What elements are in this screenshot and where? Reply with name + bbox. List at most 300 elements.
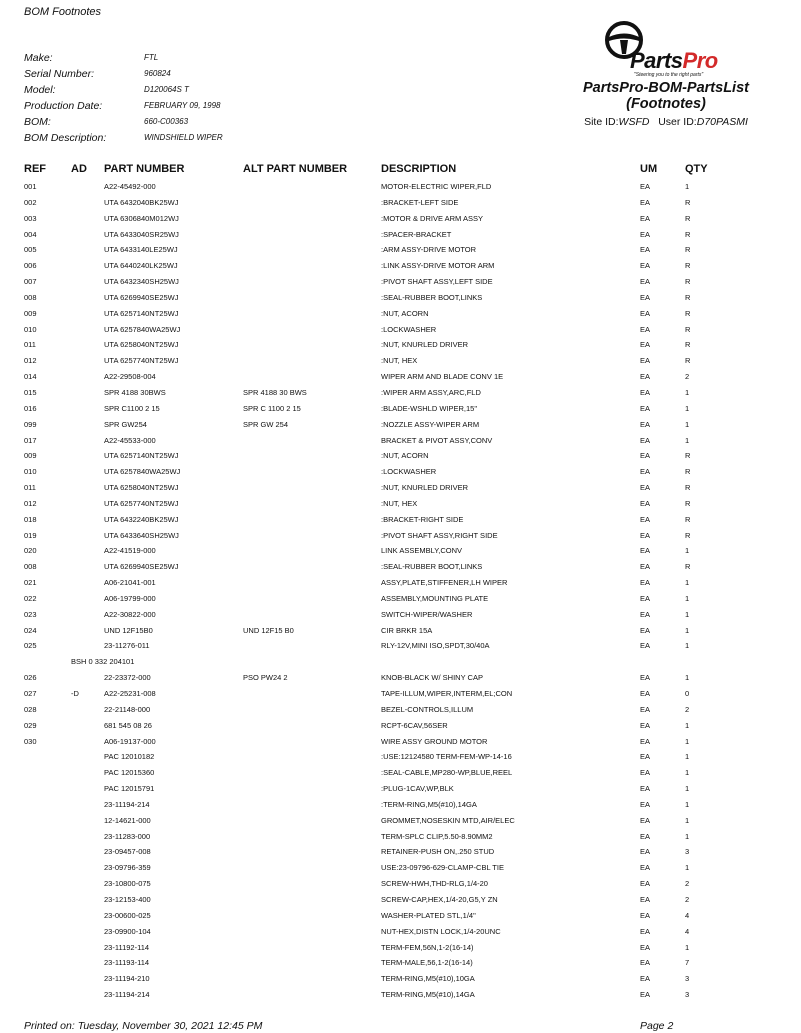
cell-um: EA xyxy=(640,292,651,302)
table-row xyxy=(0,544,801,560)
cell-qty: 2 xyxy=(685,879,690,889)
column-header-alt-part-number: ALT PART NUMBER xyxy=(243,163,348,175)
cell-part-number: SPR 4188 30BWS xyxy=(104,387,166,397)
cell-description: :PIVOT SHAFT ASSY,LEFT SIDE xyxy=(381,277,493,287)
cell-um: EA xyxy=(640,277,651,287)
cell-description: :TERM-RING,M5(#10),14GA xyxy=(381,799,477,809)
cell-um: EA xyxy=(640,894,651,904)
cell-qty: R xyxy=(685,197,691,207)
cell-um: EA xyxy=(640,720,651,730)
meta-label: BOM: xyxy=(24,116,51,128)
cell-qty: R xyxy=(685,277,691,287)
table-row xyxy=(0,877,801,893)
cell-part-number: UTA 6257840WA25WJ xyxy=(104,324,181,334)
meta-value: FTL xyxy=(144,53,159,62)
cell-description: :NUT, KNURLED DRIVER xyxy=(381,483,469,493)
cell-qty: R xyxy=(685,467,691,477)
cell-qty: 1 xyxy=(685,546,690,556)
cell-um: EA xyxy=(640,387,651,397)
table-row xyxy=(0,624,801,640)
cell-part-number: UTA 6257840WA25WJ xyxy=(104,467,181,477)
cell-qty: 1 xyxy=(685,435,690,445)
cell-um: EA xyxy=(640,245,651,255)
cell-um: EA xyxy=(640,926,651,936)
cell-description: TERM-RING,M5(#10),10GA xyxy=(381,974,475,984)
table-row xyxy=(0,655,801,671)
column-header-part-number: PART NUMBER xyxy=(104,163,185,175)
partspro-logo xyxy=(604,20,744,80)
cell-description: :SEAL-RUBBER BOOT,LINKS xyxy=(381,292,483,302)
cell-um: EA xyxy=(640,609,651,619)
cell-qty: 1 xyxy=(685,720,690,730)
cell-part-number: 23-11193-114 xyxy=(104,958,150,968)
cell-part-number: 23-11194-214 xyxy=(104,990,150,1000)
cell-qty: 2 xyxy=(685,894,690,904)
cell-part-number: 23-09900-104 xyxy=(104,926,151,936)
table-row xyxy=(0,560,801,576)
cell-part-number: PAC 12015791 xyxy=(104,784,155,794)
cell-part-number: A06-19137-000 xyxy=(104,736,156,746)
printed-on: Printed on: Tuesday, November 30, 2021 12:45 PM xyxy=(24,1020,263,1032)
cell-description: TERM-FEM,56N,1-2(16-14) xyxy=(381,942,474,952)
cell-ref: 026 xyxy=(24,673,37,683)
cell-description: ASSEMBLY,MOUNTING PLATE xyxy=(381,593,489,603)
cell-qty: 2 xyxy=(685,704,690,714)
cell-description: :NUT, HEX xyxy=(381,498,418,508)
site-label: Site ID: xyxy=(584,116,619,128)
cell-description: RETAINER-PUSH ON,.250 STUD xyxy=(381,847,495,857)
cell-ref: 004 xyxy=(24,229,37,239)
cell-description: KNOB-BLACK W/ SHINY CAP xyxy=(381,673,483,683)
cell-ref: 012 xyxy=(24,498,37,508)
cell-description: :WIPER ARM ASSY,ARC,FLD xyxy=(381,387,481,397)
cell-ref: 024 xyxy=(24,625,37,635)
cell-um: EA xyxy=(640,799,651,809)
cell-um: EA xyxy=(640,847,651,857)
cell-um: EA xyxy=(640,403,651,413)
cell-ref: 010 xyxy=(24,324,37,334)
cell-qty: 1 xyxy=(685,578,690,588)
cell-qty: 4 xyxy=(685,926,690,936)
cell-description: CIR BRKR 15A xyxy=(381,625,433,635)
cell-qty: R xyxy=(685,562,691,572)
cell-ref: 025 xyxy=(24,641,37,651)
table-row xyxy=(0,703,801,719)
table-row xyxy=(0,750,801,766)
page-number: Page 2 xyxy=(640,1020,674,1032)
table-row xyxy=(0,576,801,592)
cell-ad: -D xyxy=(71,689,79,698)
cell-description: TERM-SPLC CLIP,5.50-8.90MM2 xyxy=(381,831,493,841)
cell-um: EA xyxy=(640,261,651,271)
cell-qty: 3 xyxy=(685,990,690,1000)
cell-part-number: A06-21041-001 xyxy=(104,578,156,588)
cell-ref: 011 xyxy=(24,483,36,493)
cell-description: RLY-12V,MINI ISO,SPDT,30/40A xyxy=(381,641,490,651)
table-row xyxy=(0,513,801,529)
meta-value: WINDSHIELD WIPER xyxy=(144,133,223,142)
cell-description: :SEAL-CABLE,MP280-WP,BLUE,REEL xyxy=(381,768,513,778)
cell-qty: R xyxy=(685,340,691,350)
cell-qty: 3 xyxy=(685,847,690,857)
cell-description: WASHER-PLATED STL,1/4" xyxy=(381,910,476,920)
cell-qty: 1 xyxy=(685,768,690,778)
cell-um: EA xyxy=(640,546,651,556)
cell-part-number: UTA 6432040BK25WJ xyxy=(104,197,179,207)
meta-label: BOM Description: xyxy=(24,132,107,144)
user-label: User ID: xyxy=(658,116,697,128)
meta-label: Serial Number: xyxy=(24,68,95,80)
cell-alt-part-number: UND 12F15 B0 xyxy=(243,625,294,635)
cell-um: EA xyxy=(640,182,651,191)
cell-part-number: UTA 6257740NT25WJ xyxy=(104,356,179,366)
cell-description: :NUT, HEX xyxy=(381,356,418,366)
table-row xyxy=(0,291,801,307)
cell-part-number: UTA 6257140NT25WJ xyxy=(104,451,179,461)
cell-qty: R xyxy=(685,514,691,524)
cell-part-number: UTA 6440240LK25WJ xyxy=(104,261,178,271)
column-header-ad: AD xyxy=(71,163,87,175)
cell-description: :LOCKWASHER xyxy=(381,467,437,477)
cell-ref: 001 xyxy=(24,182,37,191)
cell-part-number: 12-14621-000 xyxy=(104,815,151,825)
cell-part-number: UTA 6257740NT25WJ xyxy=(104,498,179,508)
table-row xyxy=(0,196,801,212)
cell-um: EA xyxy=(640,197,651,207)
cell-qty: R xyxy=(685,498,691,508)
cell-um: EA xyxy=(640,498,651,508)
cell-ref: 009 xyxy=(24,308,37,318)
table-row xyxy=(0,861,801,877)
cell-part-number: PAC 12010182 xyxy=(104,752,155,762)
table-row xyxy=(0,956,801,972)
cell-qty: 1 xyxy=(685,625,690,635)
table-row xyxy=(0,434,801,450)
table-row xyxy=(0,972,801,988)
cell-description: :USE:12124580 TERM-FEM-WP-14-16 xyxy=(381,752,512,762)
column-header-ref: REF xyxy=(24,163,46,175)
cell-qty: R xyxy=(685,483,691,493)
cell-qty: 1 xyxy=(685,831,690,841)
cell-qty: R xyxy=(685,356,691,366)
cell-qty: 1 xyxy=(685,609,690,619)
cell-ref: 099 xyxy=(24,419,37,429)
cell-ref: 008 xyxy=(24,292,37,302)
cell-um: EA xyxy=(640,974,651,984)
cell-description: :NUT, ACORN xyxy=(381,451,429,461)
table-row xyxy=(0,307,801,323)
cell-um: EA xyxy=(640,340,651,350)
meta-label: Model: xyxy=(24,84,56,96)
cell-um: EA xyxy=(640,356,651,366)
cell-description: :NUT, KNURLED DRIVER xyxy=(381,340,469,350)
cell-part-number: 23-12153-400 xyxy=(104,894,151,904)
logo-wordmark: PartsPro xyxy=(630,48,718,73)
cell-qty: R xyxy=(685,213,691,223)
cell-um: EA xyxy=(640,990,651,1000)
meta-value: 660-C00363 xyxy=(144,117,189,126)
cell-ref: 007 xyxy=(24,277,37,287)
table-row xyxy=(0,259,801,275)
cell-description: BEZEL-CONTROLS,ILLUM xyxy=(381,704,474,714)
cell-qty: 1 xyxy=(685,419,690,429)
cell-qty: R xyxy=(685,292,691,302)
table-row xyxy=(0,354,801,370)
cell-um: EA xyxy=(640,958,651,968)
cell-um: EA xyxy=(640,910,651,920)
cell-ref: 017 xyxy=(24,435,37,445)
table-row xyxy=(0,608,801,624)
table-row xyxy=(0,988,801,1004)
table-row xyxy=(0,465,801,481)
cell-part-number: 22-23372-000 xyxy=(104,673,151,683)
cell-qty: 7 xyxy=(685,958,690,968)
meta-label: Make: xyxy=(24,52,53,64)
cell-qty: R xyxy=(685,324,691,334)
cell-part-number: UTA 6269940SE25WJ xyxy=(104,292,179,302)
cell-part-number: PAC 12015360 xyxy=(104,768,155,778)
cell-description: ASSY,PLATE,STIFFENER,LH WIPER xyxy=(381,578,508,588)
site-user-line xyxy=(560,116,772,128)
table-row xyxy=(0,497,801,513)
cell-part-number: UTA 6433640SH25WJ xyxy=(104,530,179,540)
cell-qty: 1 xyxy=(685,799,690,809)
cell-um: EA xyxy=(640,562,651,572)
cell-ref: 002 xyxy=(24,197,37,207)
cell-um: EA xyxy=(640,879,651,889)
cell-part-number: UTA 6257140NT25WJ xyxy=(104,308,179,318)
cell-description: BRACKET & PIVOT ASSY,CONV xyxy=(381,435,493,445)
table-row xyxy=(0,687,801,703)
cell-qty: 1 xyxy=(685,736,690,746)
cell-description: :BLADE-WSHLD WIPER,15" xyxy=(381,403,478,413)
cell-description: :SEAL-RUBBER BOOT,LINKS xyxy=(381,562,483,572)
table-row xyxy=(0,418,801,434)
cell-ref: 014 xyxy=(24,372,37,382)
cell-description: :SPACER-BRACKET xyxy=(381,229,452,239)
cell-part-number: UND 12F15B0 xyxy=(104,625,153,635)
cell-um: EA xyxy=(640,863,651,873)
cell-um: EA xyxy=(640,435,651,445)
cell-part-number: 23-11192-114 xyxy=(104,942,150,952)
table-row xyxy=(0,766,801,782)
cell-qty: 1 xyxy=(685,641,690,651)
table-row xyxy=(0,845,801,861)
cell-um: EA xyxy=(640,229,651,239)
cell-description: TERM-MALE,56,1-2(16-14) xyxy=(381,958,473,968)
cell-ref: 019 xyxy=(24,530,37,540)
meta-value: 960824 xyxy=(144,69,171,78)
cell-um: EA xyxy=(640,752,651,762)
cell-part-number: 23-11194-214 xyxy=(104,799,150,809)
table-row xyxy=(0,782,801,798)
cell-part-number: 22-21148-000 xyxy=(104,704,151,714)
cell-qty: 1 xyxy=(685,673,690,683)
user-id: D70PASMI xyxy=(696,116,748,128)
cell-ref: 015 xyxy=(24,387,37,397)
cell-description: :NOZZLE ASSY-WIPER ARM xyxy=(381,419,480,429)
cell-description: SCREW-CAP,HEX,1/4-20,G5,Y ZN xyxy=(381,894,498,904)
cell-description: WIRE ASSY GROUND MOTOR xyxy=(381,736,488,746)
cell-qty: R xyxy=(685,229,691,239)
cell-ref: 008 xyxy=(24,562,37,572)
cell-qty: R xyxy=(685,261,691,271)
table-row xyxy=(0,814,801,830)
cell-part-number: UTA 6433040SR25WJ xyxy=(104,229,179,239)
page-header: BOM Footnotes xyxy=(24,6,102,18)
cell-qty: 1 xyxy=(685,752,690,762)
cell-part-number: UTA 6258040NT25WJ xyxy=(104,483,179,493)
cell-qty: 1 xyxy=(685,387,690,397)
table-row xyxy=(0,719,801,735)
cell-description: LINK ASSEMBLY,CONV xyxy=(381,546,463,556)
cell-qty: 2 xyxy=(685,372,690,382)
cell-qty: 1 xyxy=(685,784,690,794)
table-row xyxy=(0,370,801,386)
cell-description: SWITCH-WIPER/WASHER xyxy=(381,609,473,619)
cell-alt-part-number: SPR C 1100 2 15 xyxy=(243,403,301,413)
cell-um: EA xyxy=(640,483,651,493)
cell-qty: 3 xyxy=(685,974,690,984)
cell-um: EA xyxy=(640,625,651,635)
column-header-qty: QTY xyxy=(685,163,708,175)
table-row xyxy=(0,323,801,339)
cell-qty: 1 xyxy=(685,182,690,191)
cell-um: EA xyxy=(640,372,651,382)
cell-part-number: 23-09457-008 xyxy=(104,847,151,857)
cell-part-number: A22-45492-000 xyxy=(104,182,156,191)
cell-qty: 1 xyxy=(685,815,690,825)
logo-tagline: "Steering you to the right parts" xyxy=(634,72,704,78)
table-row xyxy=(0,735,801,751)
table-row xyxy=(0,481,801,497)
parts-table-body xyxy=(0,180,801,1004)
cell-um: EA xyxy=(640,419,651,429)
cell-part-number: UTA 6433140LE25WJ xyxy=(104,245,178,255)
table-row xyxy=(0,212,801,228)
meta-label: Production Date: xyxy=(24,100,103,112)
table-row xyxy=(0,671,801,687)
cell-part-number: A22-29508-004 xyxy=(104,372,156,382)
table-row xyxy=(0,386,801,402)
table-row xyxy=(0,830,801,846)
cell-ref: 011 xyxy=(24,340,36,350)
table-row xyxy=(0,798,801,814)
cell-description: :ARM ASSY-DRIVE MOTOR xyxy=(381,245,477,255)
cell-qty: 1 xyxy=(685,593,690,603)
report-title-line2: (Footnotes) xyxy=(626,96,706,112)
table-row xyxy=(0,180,801,196)
cell-ref: 006 xyxy=(24,261,37,271)
cell-part-number: UTA 6306840M012WJ xyxy=(104,213,179,223)
table-row xyxy=(0,909,801,925)
cell-qty: R xyxy=(685,245,691,255)
cell-description: SCREW-HWH,THD-RLG,1/4-20 xyxy=(381,879,488,889)
site-id: WSFD xyxy=(618,116,650,128)
cell-qty: 1 xyxy=(685,863,690,873)
cell-ref: 028 xyxy=(24,704,37,714)
cell-description: RCPT-6CAV,56SER xyxy=(381,720,448,730)
cell-um: EA xyxy=(640,831,651,841)
cell-ref: 005 xyxy=(24,245,37,255)
cell-um: EA xyxy=(640,578,651,588)
table-row xyxy=(0,592,801,608)
cell-ref: 023 xyxy=(24,609,37,619)
cell-qty: R xyxy=(685,451,691,461)
cell-part-number: A06-19799-000 xyxy=(104,593,156,603)
cell-ref: 010 xyxy=(24,467,37,477)
cell-part-number: 23-11276-011 xyxy=(104,641,150,651)
cell-ref: 012 xyxy=(24,356,37,366)
table-row xyxy=(0,243,801,259)
cell-description: USE:23-09796-629-CLAMP-CBL TIE xyxy=(381,863,504,873)
cell-alt-part-number: SPR 4188 30 BWS xyxy=(243,387,307,397)
cell-part-number: 23-00600-025 xyxy=(104,910,151,920)
cell-um: EA xyxy=(640,213,651,223)
column-header-um: UM xyxy=(640,163,658,175)
cell-qty: 1 xyxy=(685,403,690,413)
cell-ad: BSH 0 332 204101 xyxy=(71,657,135,667)
cell-alt-part-number: SPR GW 254 xyxy=(243,419,289,429)
table-row xyxy=(0,338,801,354)
cell-qty: R xyxy=(685,530,691,540)
cell-part-number: UTA 6432240BK25WJ xyxy=(104,514,179,524)
cell-description: :BRACKET-RIGHT SIDE xyxy=(381,514,464,524)
cell-part-number: A22-45533-000 xyxy=(104,435,156,445)
cell-um: EA xyxy=(640,514,651,524)
cell-um: EA xyxy=(640,673,651,683)
table-row xyxy=(0,449,801,465)
cell-description: MOTOR-ELECTRIC WIPER,FLD xyxy=(381,182,492,191)
cell-description: :MOTOR & DRIVE ARM ASSY xyxy=(381,213,483,223)
cell-description: :LOCKWASHER xyxy=(381,324,437,334)
cell-um: EA xyxy=(640,784,651,794)
cell-ref: 027 xyxy=(24,689,37,698)
cell-part-number: SPR GW254 xyxy=(104,419,147,429)
cell-part-number: A22-25231-008 xyxy=(104,689,156,698)
cell-um: EA xyxy=(640,736,651,746)
cell-um: EA xyxy=(640,451,651,461)
cell-description: TAPE-ILLUM,WIPER,INTERM,EL;CON xyxy=(381,689,513,698)
column-header-description: DESCRIPTION xyxy=(381,163,457,175)
cell-qty: 1 xyxy=(685,942,690,952)
cell-description: GROMMET,NOSESKIN MTD,AIR/ELEC xyxy=(381,815,515,825)
cell-description: WIPER ARM AND BLADE CONV 1E xyxy=(381,372,504,382)
cell-um: EA xyxy=(640,530,651,540)
cell-part-number: 23-11194-210 xyxy=(104,974,150,984)
report-title-line1: PartsPro-BOM-PartsList xyxy=(583,80,749,96)
cell-description: NUT-HEX,DISTN LOCK,1/4-20UNC xyxy=(381,926,501,936)
table-row xyxy=(0,402,801,418)
cell-description: :PIVOT SHAFT ASSY,RIGHT SIDE xyxy=(381,530,498,540)
report-title xyxy=(560,80,772,112)
table-row xyxy=(0,275,801,291)
cell-um: EA xyxy=(640,308,651,318)
cell-description: :BRACKET-LEFT SIDE xyxy=(381,197,459,207)
cell-part-number: A22-30822-000 xyxy=(104,609,156,619)
table-row xyxy=(0,941,801,957)
cell-um: EA xyxy=(640,768,651,778)
cell-ref: 021 xyxy=(24,578,37,588)
cell-part-number: 681 545 08 26 xyxy=(104,720,152,730)
table-row xyxy=(0,228,801,244)
cell-ref: 003 xyxy=(24,213,37,223)
meta-value: D120064S T xyxy=(144,85,189,94)
cell-qty: R xyxy=(685,308,691,318)
cell-ref: 009 xyxy=(24,451,37,461)
cell-part-number: 23-11283-000 xyxy=(104,831,151,841)
cell-description: :LINK ASSY-DRIVE MOTOR ARM xyxy=(381,261,495,271)
